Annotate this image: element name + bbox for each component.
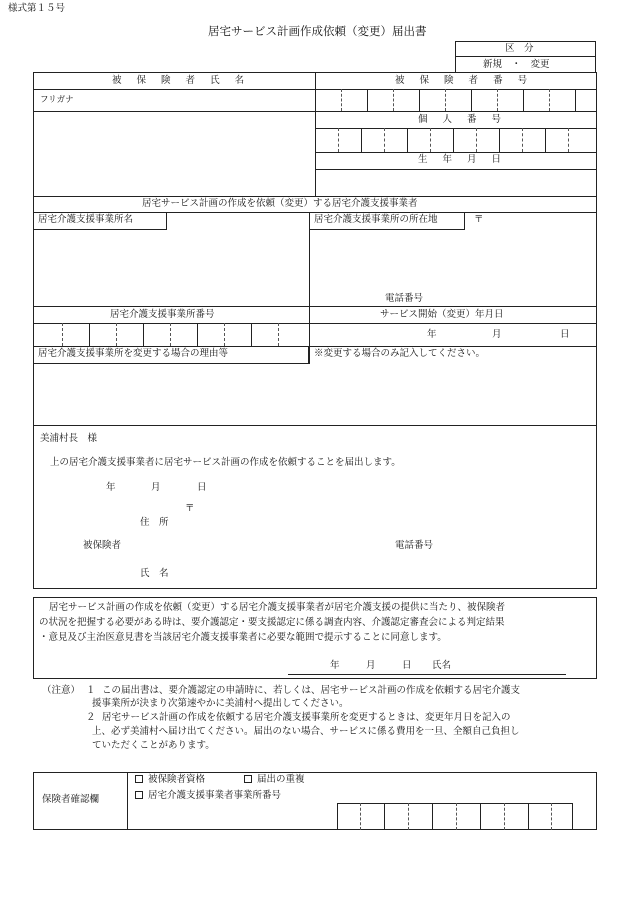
kubun-value[interactable]: 新規 ・ 変更 (483, 59, 550, 70)
checkbox-icon[interactable] (244, 775, 252, 783)
note-2-line-1: 居宅サービス計画の作成を依頼する居宅介護支援事業所を変更するときは、変更年月日を記入の (102, 712, 511, 723)
kubun-label: 区 分 (505, 43, 534, 54)
provider-number-field[interactable] (34, 324, 308, 345)
insured-name-label: 被 保 険 者 氏 名 (112, 75, 251, 86)
provider-postal-mark: 〒 (474, 214, 484, 225)
reason-label: 居宅介護支援事業所を変更する場合の理由等 (38, 348, 229, 359)
form-number: 様式第１５号 (8, 3, 66, 14)
declaration-insured-label: 被保険者 (83, 540, 122, 551)
checkbox-icon[interactable] (135, 775, 143, 783)
mynumber-field[interactable] (316, 129, 596, 151)
notes-label: （注意） (42, 685, 81, 696)
declaration-address-label: 住 所 (140, 517, 169, 528)
check-item-1-label: 被保険者資格 (148, 774, 206, 785)
check-item-2-label: 届出の重複 (257, 774, 305, 785)
note-1-number: １ (86, 685, 96, 696)
furigana-label: フリガナ (40, 95, 74, 105)
insured-number-label: 被 保 険 者 番 号 (395, 75, 534, 86)
consent-line-1: 居宅サービス計画の作成を依頼（変更）する居宅介護支援事業者が居宅介護支援の提供に当たり、被保険者 (49, 602, 506, 613)
insurer-check-label: 保険者確認欄 (42, 794, 100, 805)
provider-number-label: 居宅介護支援事業所番号 (110, 309, 215, 320)
note-2-line-2: 上、必ず美浦村へ届け出てください。届出のない場合、サービスに係る費用を一旦、全額自己負担し (92, 726, 520, 737)
declaration-month: 月 (151, 482, 161, 493)
note-2-number: ２ (86, 712, 96, 723)
service-start-label: サービス開始（変更）年月日 (380, 309, 504, 320)
provider-phone-label: 電話番号 (385, 293, 424, 304)
insured-name-field[interactable] (37, 114, 312, 194)
consent-line-2: の状況を把握する必要がある時は、要介護認定・要支援認定に係る調査内容、介護認定審査会による判定結果 (39, 617, 505, 628)
consent-day: 日 (402, 660, 412, 671)
provider-address-label: 居宅介護支援事業所の所在地 (314, 214, 438, 225)
note-1-line-2: 援事業所が決まり次第速やかに美浦村へ提出してください。 (92, 698, 349, 709)
checkbox-icon[interactable] (135, 791, 143, 799)
declaration-day: 日 (197, 482, 207, 493)
mynumber-label: 個 人 番 号 (418, 114, 508, 125)
service-start-day: 日 (560, 329, 570, 340)
addressee: 美浦村長 様 (40, 433, 98, 444)
service-start-year: 年 (427, 329, 437, 340)
service-start-month: 月 (492, 329, 502, 340)
service-start-date-field[interactable] (311, 324, 595, 345)
check-insured-qualification[interactable] (135, 775, 205, 785)
check-provider-number[interactable] (135, 791, 281, 801)
birth-label: 生 年 月 日 (418, 154, 508, 165)
consent-line-3: ・意見及び主治医意見書を当該居宅介護支援事業者に必要な範囲で提示することに同意します。 (39, 632, 447, 643)
declaration-statement: 上の居宅介護支援事業者に居宅サービス計画の作成を依頼することを届出します。 (50, 457, 401, 468)
note-2-line-3: ていただくことがあります。 (92, 740, 215, 751)
insurer-check-number-field[interactable] (337, 803, 573, 830)
declaration-phone-label: 電話番号 (395, 540, 434, 551)
declaration-postal-mark: 〒 (185, 503, 195, 514)
note-1-line-1: この届出書は、要介護認定の申請時に、若しくは、居宅サービス計画の作成を依頼する居宅介護支 (102, 685, 521, 696)
reason-note: ※変更する場合のみ記入してください。 (314, 348, 486, 359)
consent-month: 月 (366, 660, 376, 671)
provider-address-field[interactable] (312, 232, 594, 292)
check-duplicate-notification[interactable] (244, 775, 305, 785)
declaration-year: 年 (106, 482, 116, 493)
consent-signature-line[interactable] (288, 674, 566, 675)
reason-field[interactable] (36, 366, 594, 422)
provider-section-heading: 居宅サービス計画の作成を依頼（変更）する居宅介護支援事業者 (142, 198, 418, 209)
provider-name-label: 居宅介護支援事業所名 (38, 214, 134, 225)
provider-name-field[interactable] (36, 232, 306, 306)
birth-field[interactable] (316, 170, 596, 195)
consent-year: 年 (330, 660, 340, 671)
declaration-name-label: 氏 名 (140, 568, 169, 579)
form-title: 居宅サービス計画作成依頼（変更）届出書 (208, 24, 427, 38)
check-item-3-label: 居宅介護支援事業者事業所番号 (148, 790, 282, 801)
insured-number-field[interactable] (316, 90, 596, 110)
consent-name-label: 氏名 (432, 660, 452, 671)
